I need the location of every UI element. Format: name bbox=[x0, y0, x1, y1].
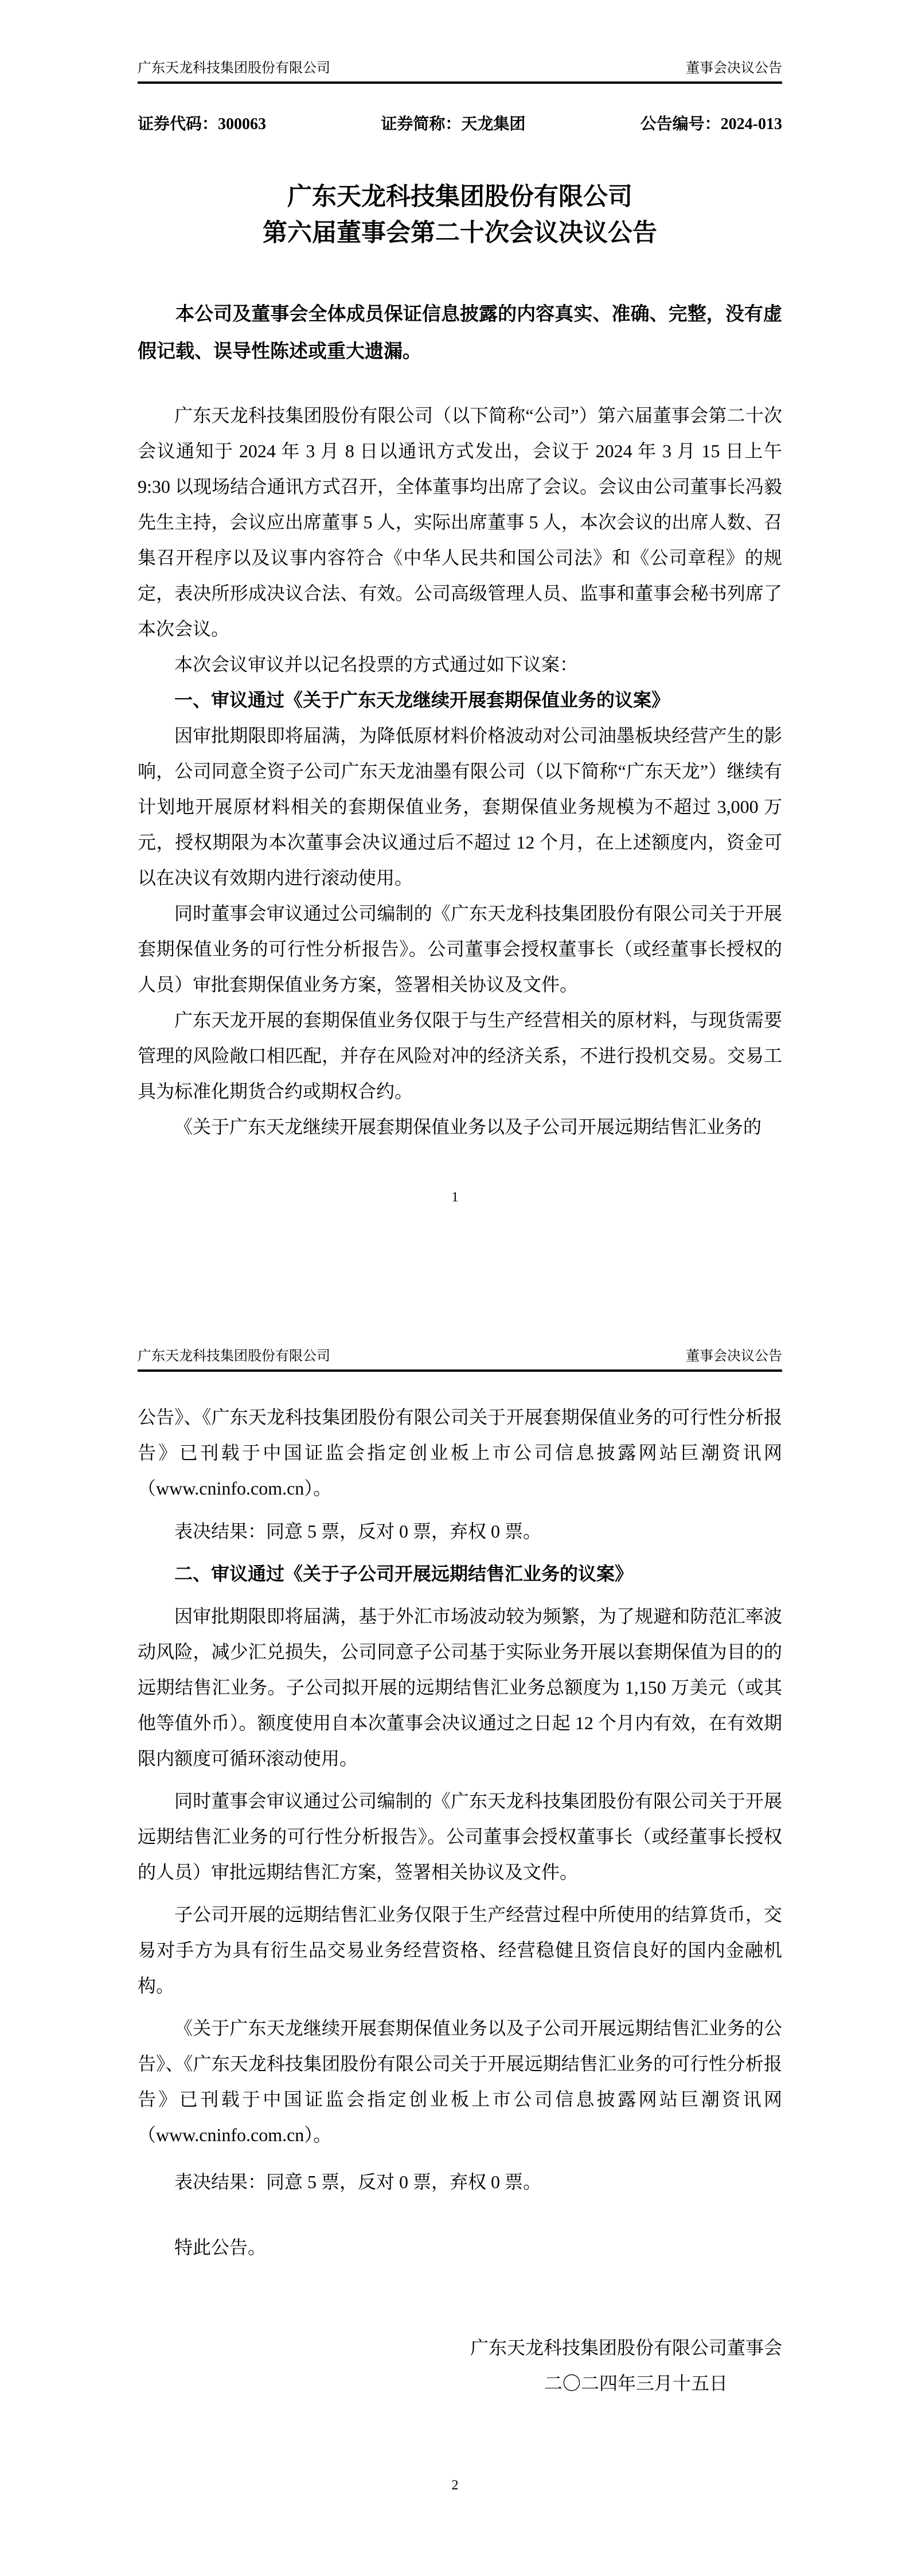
meeting-intro-paragraph: 广东天龙科技集团股份有限公司（以下简称“公司”）第六届董事会第二十次会议通知于 2024 年 3 月 8 日以通讯方式发出，会议于 2024 年 3 月 15 日上午 9:30 以现场结合通讯方式召开，全体董事均出席了会议。会议由公司董事长冯毅先生主持，会议应出席董事 5 人，实际出席董事 5 人，本次会议的出席人数、召集召开程序以及议事内容符合《中华人民共和国公司法》和《公司章程》的规定，表决所形成决议合法、有效。公司高级管理人员、监事和董事会秘书列席了本次会议。 bbox=[138, 405, 782, 639]
closing-statement: 特此公告。 bbox=[174, 2237, 267, 2258]
page-2-content bbox=[138, 1288, 782, 2401]
header-company-name: 广东天龙科技集团股份有限公司 bbox=[138, 61, 330, 76]
header-company-name: 广东天龙科技集团股份有限公司 bbox=[138, 1349, 330, 1364]
resolution-2-paragraph-a: 因审批期限即将届满，基于外汇市场波动较为频繁，为了规避和防范汇率波动风险，减少汇兑损失，公司同意子公司基于实际业务开展以套期保值为目的的远期结售汇业务。子公司拟开展的远期结售汇业务总额度为 1,150 万美元（或其他等值外币）。额度使用自本次董事会决议通过之日起 12 个月内有效，在有效期限内额度可循环滚动使用。 bbox=[138, 1606, 782, 1769]
resolution-2-paragraph-d: 《关于广东天龙继续开展套期保值业务以及子公司开展远期结售汇业务的公告》、《广东天龙科技集团股份有限公司关于开展远期结售汇业务的可行性分析报告》已刊载于中国证监会指定创业板上市公司信息披露网站巨潮资讯网（www.cninfo.com.cn）。 bbox=[138, 2018, 782, 2145]
stock-abbr: 证券简称：天龙集团 bbox=[381, 115, 526, 133]
section-heading-1: 一、审议通过《关于广东天龙继续开展套期保值业务的议案》 bbox=[174, 690, 670, 710]
resolution-1-paragraph-d-partial: 《关于广东天龙继续开展套期保值业务以及子公司开展远期结售汇业务的 bbox=[174, 1116, 762, 1137]
document-page-2 bbox=[0, 1288, 910, 2576]
doc-title bbox=[138, 179, 782, 251]
section-heading-2: 二、审议通过《关于子公司开展远期结售汇业务的议案》 bbox=[174, 1563, 634, 1584]
resolution-2-paragraph-c: 子公司开展的远期结售汇业务仅限于生产经营过程中所使用的结算货币，交易对手方为具有衍生品交易业务经营资格、经营稳健且资信良好的国内金融机构。 bbox=[138, 1904, 782, 1996]
vote-result-2: 表决结果：同意 5 票，反对 0 票，弃权 0 票。 bbox=[174, 2172, 542, 2192]
header-doc-type: 董事会决议公告 bbox=[686, 1349, 782, 1364]
stock-code: 证券代码：300063 bbox=[138, 115, 267, 133]
header-doc-type: 董事会决议公告 bbox=[686, 61, 782, 76]
page-number-2: 2 bbox=[451, 2478, 459, 2493]
motion-intro-line: 本次会议审议并以记名投票的方式通过如下议案： bbox=[174, 654, 579, 675]
resolution-1-paragraph-d-continued: 公告》、《广东天龙科技集团股份有限公司关于开展套期保值业务的可行性分析报告》已刊载于中国证监会指定创业板上市公司信息披露网站巨潮资讯网（www.cninfo.com.cn）。 bbox=[138, 1407, 782, 1499]
resolution-1-paragraph-c: 广东天龙开展的套期保值业务仅限于与生产经营相关的原材料，与现货需要管理的风险敞口相匹配，并存在风险对冲的经济关系，不进行投机交易。交易工具为标准化期货合约或期权合约。 bbox=[138, 1010, 782, 1102]
signature-company: 广东天龙科技集团股份有限公司董事会 bbox=[470, 2337, 782, 2358]
announcement-number: 公告编号：2024-013 bbox=[640, 115, 782, 133]
resolution-1-paragraph-a: 因审批期限即将届满，为降低原材料价格波动对公司油墨板块经营产生的影响，公司同意全资子公司广东天龙油墨有限公司（以下简称“广东天龙”）继续有计划地开展原材料相关的套期保值业务，套期保值业务规模为不超过 3,000 万元，授权期限为本次董事会决议通过后不超过 12 个月，在上述额度内，资金可以在决议有效期内进行滚动使用。 bbox=[138, 725, 782, 888]
page-1-content bbox=[138, 0, 782, 1145]
page-number-1: 1 bbox=[451, 1190, 459, 1205]
resolution-1-paragraph-b: 同时董事会审议通过公司编制的《广东天龙科技集团股份有限公司关于开展套期保值业务的可行性分析报告》。公司董事会授权董事长（或经董事长授权的人员）审批套期保值业务方案，签署相关协议及文件。 bbox=[138, 903, 782, 995]
stock-info-line bbox=[138, 114, 782, 135]
resolution-2-paragraph-b: 同时董事会审议通过公司编制的《广东天龙科技集团股份有限公司关于开展远期结售汇业务的可行性分析报告》。公司董事会授权董事长（或经董事长授权的人员）审批远期结售汇方案，签署相关协议及文件。 bbox=[138, 1791, 782, 1882]
signature-date: 二〇二四年三月十五日 bbox=[544, 2373, 728, 2394]
disclosure-notice: 本公司及董事会全体成员保证信息披露的内容真实、准确、完整，没有虚假记载、误导性陈述或重大遗漏。 bbox=[138, 304, 782, 362]
doc-title-line-1: 广东天龙科技集团股份有限公司 bbox=[287, 184, 632, 211]
vote-result-1: 表决结果：同意 5 票，反对 0 票，弃权 0 票。 bbox=[174, 1521, 542, 1542]
doc-title-line-2: 第六届董事会第二十次会议决议公告 bbox=[263, 220, 657, 247]
